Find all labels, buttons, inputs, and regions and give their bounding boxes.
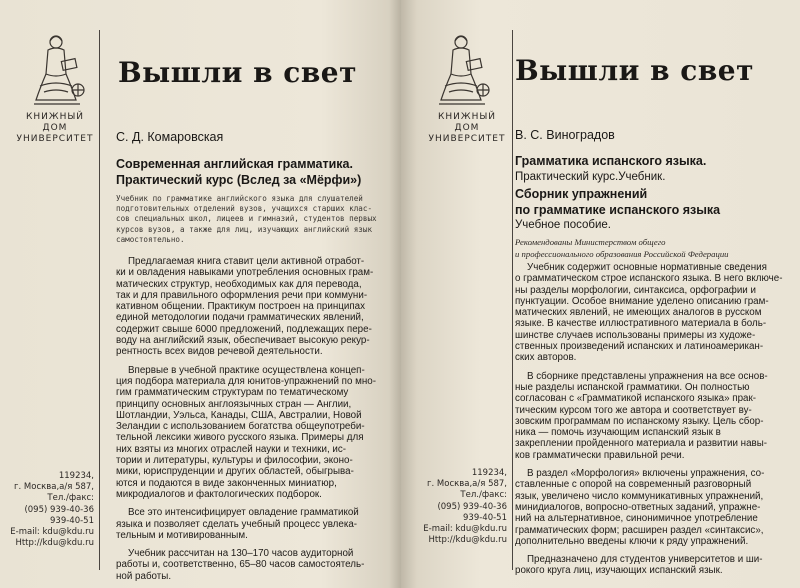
text-line: Учебник рассчитан на 130–170 часов аудиторной [128,548,354,560]
text-line: единой методологии подачи грамматических явлений, [116,312,364,324]
paragraph [116,256,392,358]
text-line: Предназначено для студентов университетов и ши- [527,554,763,566]
address-line: Http://kdu@kdu.ru [15,538,94,549]
publisher-line-3: УНИВЕРСИТЕТ [428,134,506,144]
text-line: Зеландии с использованием богатства общеупотреби- [116,421,365,433]
text-line: Все это интенсифицирует овладение грамматикой [128,507,359,519]
page-heading: Вышли в свет [515,54,754,87]
text-line: так и для правильного оформления речи при коммуни- [116,289,368,301]
book-subtitle-exercises: Учебное пособие. [515,219,611,231]
publisher-logo-icon [431,30,493,110]
address-line: (095) 939-40-36 [24,504,94,515]
description-text [116,256,392,588]
text-line: ны разделы морфологии, синтаксиса, орфографии и [515,284,756,296]
text-line: дополнительно введены ключи к ряду упражнений. [515,535,749,547]
text-line: языке. В качестве иллюстративного материала в боль- [515,318,767,330]
publisher-line-2: ДОМ [454,123,480,133]
text-line: принципу основных англоязычных стран — Англии, [116,398,352,410]
text-line: Предлагаемая книга ставит цели активной отработ- [128,256,365,267]
book-title-grammar: Грамматика испанского языка. [515,154,707,168]
book-subtitle-grammar: Практический курс.Учебник. [515,171,666,183]
publisher-name [14,112,96,145]
text-line: ки и овладения навыками употребления основных грам- [116,267,374,279]
annotation-line: сов специальных школ, лицеев и гимназий, студентов первых [116,214,377,224]
text-line: ной работы. [116,570,172,582]
text-line: Впервые в учебной практике осуществлена концеп- [128,364,365,376]
text-line: рентность всех видов речевой деятельности. [116,346,323,358]
vertical-rule [512,30,513,570]
book-author: В. С. Виноградов [515,128,615,142]
paragraph [515,371,795,461]
text-line: микродиалогов и фактологических подборок. [116,488,322,500]
publisher-address [417,468,507,546]
text-line: работы и, соответственно, 65–80 часов самостоятель- [116,559,365,571]
address-line: г. Москва,а/я 587, [427,479,507,490]
address-line: (095) 939-40-36 [437,501,507,512]
text-line: мики, юриспруденции и других областей, обыгрыва- [116,466,354,478]
paragraph [116,548,392,582]
publisher-address [10,471,94,549]
annotation-line: самостоятельно. [116,234,185,244]
text-line: минидиалогов, вопросно-ответных заданий, упражне- [515,501,761,513]
annotation-line: курсов вузов, а также для лиц, изучающих английский язык [116,224,373,234]
book-author: С. Д. Комаровская [116,130,224,144]
title-line: Сборник упражнений [515,187,648,201]
address-line: г. Москва,а/я 587, [14,482,94,493]
text-line: согласован с «Грамматикой испанского языка» прак- [515,393,757,405]
text-line: ные разделы испанской грамматики. Он полностью [515,381,750,393]
ministry-recommendation [515,236,795,260]
book-title [116,156,391,188]
text-line: гим грамматическим структурам по тематическому [116,387,349,399]
address-line: 119234, [58,471,94,481]
address-line: 939-40-51 [463,512,507,523]
publisher-logo-icon [26,30,88,110]
text-line: ских авторов. [515,352,577,364]
paragraph [515,468,795,547]
text-line: ставленные с опорой на современный разговорный [515,479,752,491]
recommendation-line: Рекомендованы Министерством общего [515,237,666,247]
annotation-line: подготовительных отделений вузов, учащихся старших клас- [116,204,373,214]
text-line: пунктуации. Особое внимание уделено описанию грам- [515,295,769,307]
text-line: языка и позволяет сделать учебный процесс увлека- [116,518,358,530]
text-line: ний на альтернативное, синонимичное употребление [515,513,758,525]
text-line: тическим курсом того же автора и соответствует ву- [515,404,752,416]
text-line: ются и подаются в виде законченных миниатюр, [116,477,337,489]
text-line: шинстве случаев использованы примеры из художе- [515,329,756,341]
text-line: матических структур, необходимых как для перевода, [116,278,362,290]
address-line: Тел./факс: [460,490,507,501]
page-heading: Вышли в свет [118,56,357,89]
text-line: них взяты из многих отраслей науки и техники, ис- [116,443,347,455]
text-line: ника — помочь изучающим испанский язык в [515,427,721,439]
reading-muse-icon [431,30,493,110]
address-line: Http://kdu@kdu.ru [428,535,507,546]
right-page [401,0,800,588]
text-line: закреплении пройденного материала и развитии навы- [515,438,768,450]
text-line: Шотландии, Уэльса, Канады, США, Австралии, Новой [116,409,362,421]
text-line: содержит свыше 6000 предложений, подлежащих пере- [116,323,372,335]
vertical-rule [99,30,100,570]
title-line: Практический курс (Вслед за «Мёрфи») [116,173,362,187]
paragraph [116,365,392,501]
text-line: рокого круга лиц, изучающих испанский язык. [515,565,723,577]
publisher-line-2: ДОМ [42,123,68,133]
annotation-line: Учебник по грамматике английского языка для слушателей [116,194,363,203]
text-line: грамматических форм; расширен раздел «синтаксис», [515,524,764,536]
book-annotation [116,194,388,245]
text-line: Учебник содержит основные нормативные сведения [527,262,767,273]
text-line: о грамматическом строе испанского языка. В него включе- [515,273,783,285]
text-line: ков грамматически правильной речи. [515,449,685,461]
recommendation-line: и профессионального образования Российской Федерации [515,249,729,259]
address-line: E-mail: kdu@kdu.ru [10,527,94,538]
description-text [515,262,795,584]
title-line: Современная английская грамматика. [116,157,353,171]
paragraph [116,507,392,541]
text-line: тории и литературы, культуры и философии, эконо- [116,455,353,467]
paragraph [515,262,795,364]
text-line: В сборнике представлены упражнения на все основ- [527,370,768,382]
title-line: по грамматике испанского языка [515,203,721,217]
text-line: зовским программам по испанскому языку. Цель сбор- [515,415,764,427]
address-line: 939-40-51 [50,515,94,526]
publisher-line-1: КНИЖНЫЙ [25,112,85,122]
reading-muse-icon [26,30,88,110]
address-line: Тел./факс: [47,493,94,504]
publisher-line-3: УНИВЕРСИТЕТ [16,134,94,144]
publisher-name [423,112,511,145]
text-line: тельным и мотивированным. [116,529,248,541]
address-line: E-mail: kdu@kdu.ru [423,524,507,535]
address-line: 119234, [471,468,507,478]
text-line: воду на английский язык, обеспечивает высокую рекур- [116,335,370,347]
text-line: тельной лексики живого русского языка. Примеры для [116,432,364,444]
paragraph [515,554,795,577]
text-line: язык, увеличено число коммуникативных упражнений, [515,490,764,502]
text-line: ция подбора материала для юнитов-упражнений по мно- [116,375,376,387]
text-line: кативном общении. Практикум построен на принципах [116,301,365,313]
text-line: матических явлений, не имеющих аналогов в русском [515,307,762,319]
text-line: ственных произведений испанских и латиноамерикан- [515,341,764,353]
publisher-line-1: КНИЖНЫЙ [437,112,497,122]
book-title-exercises [515,186,785,218]
text-line: В раздел «Морфология» включены упражнения, со- [527,468,765,480]
